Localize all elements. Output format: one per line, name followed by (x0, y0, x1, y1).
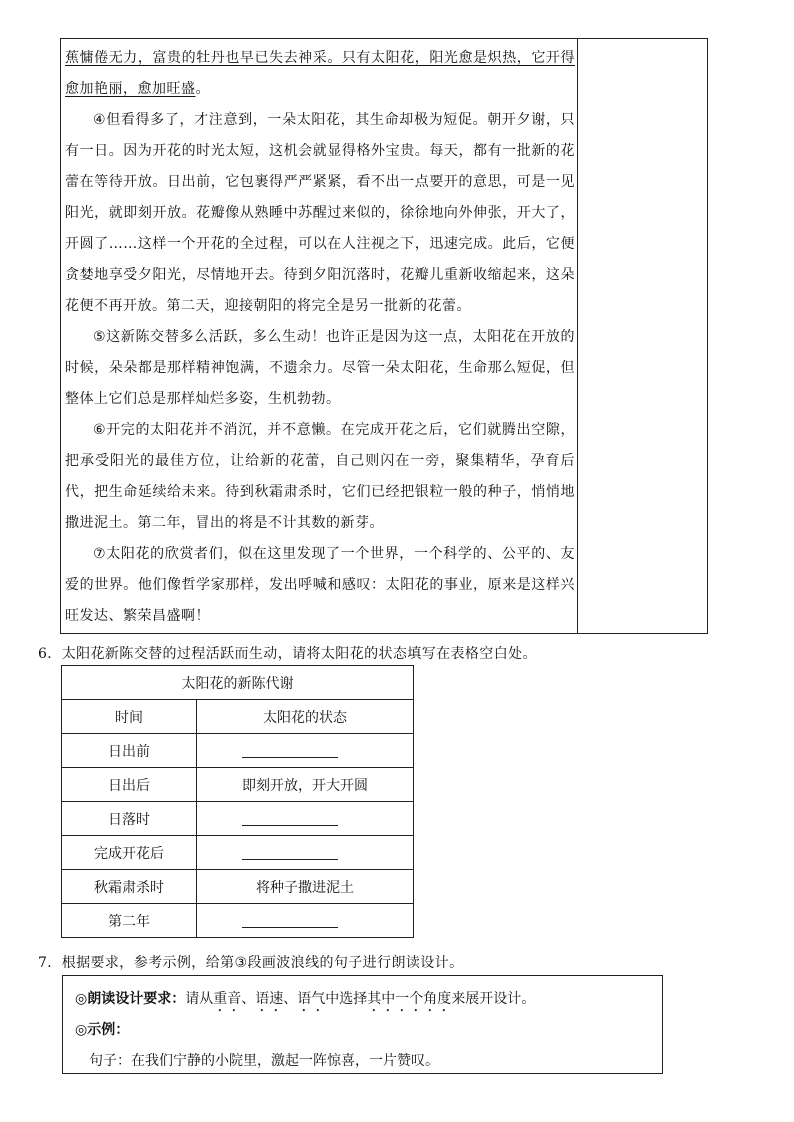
column-header-state: 太阳花的状态 (197, 700, 414, 734)
answer-blank[interactable] (197, 734, 414, 768)
answer-blank[interactable] (197, 836, 414, 870)
paragraph-text: 但看得多了，才注意到，一朵太阳花，其生命却极为短促。朝开夕谢，只有一日。因为开花的时光太短，这机会就显得格外宝贵。每天，都有一批新的花蕾在等待开放。日出前，它包裹得严严紧紧，看不出一点要开的意思，可是一见阳光，就即刻开放。花瓣像从熟睡中苏醒过来似的，徐徐地向外伸张，开大了，开圆了……这样一个开花的全过程，可以在人注视之下，迅速完成。此后，它便贪婪地享受夕阳光，尽情地开去。待到夕阳沉落时，花瓣儿重新收缩起来，这朵花便不再开放。第二天，迎接朝阳的将完全是另一批新的花蕾。 (65, 112, 575, 314)
passage-box (60, 38, 708, 634)
paragraph-number: ⑤ (93, 329, 107, 345)
table-row (62, 802, 414, 836)
underlined-sentence-end: 愈加艳丽，愈加旺盛 (65, 81, 196, 97)
requirement-text: 中选择 (325, 991, 368, 1007)
question-7-text: 7．根据要求，参考示例，给第 (38, 955, 235, 971)
passage-continuation (65, 43, 575, 105)
paragraph-number: ④ (93, 112, 107, 128)
blank-line (242, 845, 338, 860)
question-6: 6．太阳花新陈交替的过程活跃而生动，请将太阳花的状态填写在表格空白处。 (38, 646, 537, 662)
time-cell: 完成开花后 (62, 836, 197, 870)
time-cell: 日出前 (62, 734, 197, 768)
paragraph-4 (65, 105, 575, 322)
requirement-line (75, 984, 650, 1015)
answer-blank[interactable] (197, 802, 414, 836)
example-label: ◎示例： (75, 1022, 130, 1038)
paragraph-text: 这新陈交替多么活跃，多么生动！也许正是因为这一点，太阳花在开放的时候，朵朵都是那样精神饱满，不遗余力。尽管一朵太阳花，生命那么短促，但整体上它们总是那样灿烂多姿，生机勃勃。 (65, 329, 575, 407)
paragraph-6 (65, 415, 575, 539)
table-row (62, 836, 414, 870)
table-row (62, 734, 414, 768)
passage-text (61, 39, 578, 633)
paragraph-number: ⑥ (93, 422, 107, 438)
paragraph-number: ③ (234, 955, 248, 971)
answer-blank[interactable] (197, 904, 414, 938)
reading-design-box (62, 975, 663, 1074)
time-cell: 第二年 (62, 904, 197, 938)
paragraph-number: ⑦ (93, 546, 107, 562)
requirement-keyword: 其中一个角度 (367, 991, 452, 1007)
blank-line (242, 811, 338, 826)
example-sentence: 句子：在我们宁静的小院里，激起一阵惊喜，一片赞叹。 (89, 1053, 439, 1069)
state-cell: 即刻开放，开大开圆 (197, 768, 414, 802)
state-table (61, 665, 414, 938)
time-cell: 日落时 (62, 802, 197, 836)
table-row (62, 904, 414, 938)
blank-line (242, 743, 338, 758)
requirement-keyword: 重音、语速、语气 (213, 991, 326, 1007)
time-cell: 秋霜肃杀时 (62, 870, 197, 904)
paragraph-5 (65, 322, 575, 415)
column-header-time: 时间 (62, 700, 197, 734)
paragraph-text: 太阳花的欣赏者们，似在这里发现了一个世界，一个科学的、公平的、友爱的世界。他们像哲学家那样，发出呼喊和感叹：太阳花的事业，原来是这样兴旺发达、繁荣昌盛啊！ (65, 546, 575, 624)
paragraph-text: 开完的太阳花并不消沉，并不意懒。在完成开花之后，它们就腾出空隙，把承受阳光的最佳方位，让给新的花蕾，自己则闪在一旁，聚集精华，孕育后代，把生命延续给未来。待到秋霜肃杀时，它们已经把银粒一般的种子，悄悄地撒进泥土。第二年，冒出的将是不计其数的新芽。 (65, 422, 575, 531)
state-cell: 将种子撒进泥土 (197, 870, 414, 904)
requirement-label: ◎朗读设计要求： (75, 991, 186, 1007)
requirement-text: 来展开设计。 (451, 991, 536, 1007)
question-7 (38, 952, 463, 972)
table-row (62, 870, 414, 904)
annotation-column (578, 39, 707, 633)
underlined-sentence: 蕉慵倦无力，富贵的牡丹也早已失去神采。只有太阳花，阳光愈是炽热，它开得 (65, 50, 575, 66)
period: 。 (195, 81, 210, 97)
blank-line (242, 913, 338, 928)
table-row (62, 768, 414, 802)
requirement-text: 请从 (185, 991, 214, 1007)
table-title: 太阳花的新陈代谢 (62, 666, 414, 700)
time-cell: 日出后 (62, 768, 197, 802)
example-line (75, 1015, 650, 1046)
paragraph-7 (65, 539, 575, 632)
question-7-text-end: 段画波浪线的句子进行朗读设计。 (247, 955, 464, 971)
